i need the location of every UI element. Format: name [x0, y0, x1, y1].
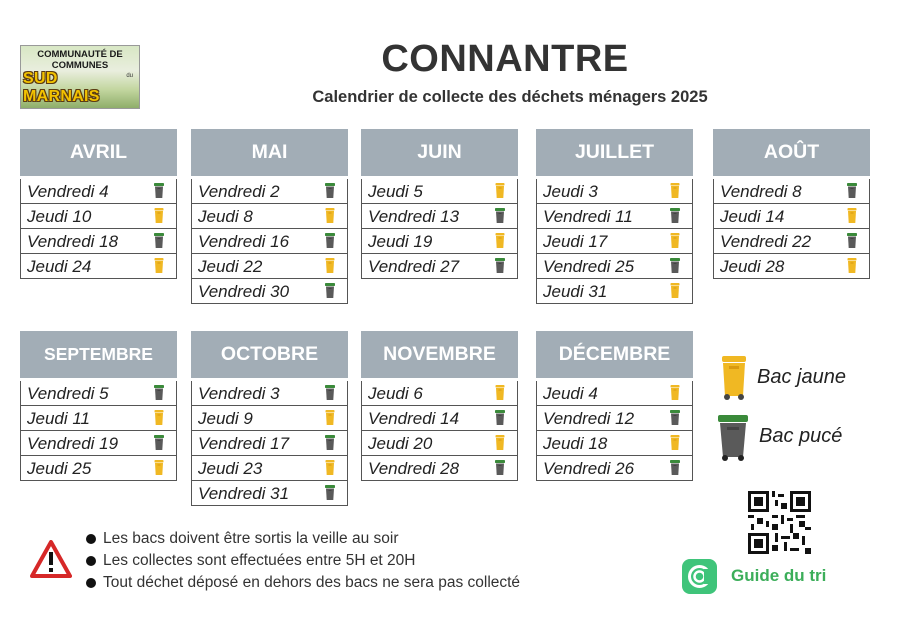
collection-day-label: Jeudi 9: [198, 409, 253, 428]
collection-day-row: [20, 431, 177, 456]
month-header: DÉCEMBRE: [536, 331, 693, 378]
collection-day-label: Vendredi 16: [198, 232, 290, 251]
collection-day-row: [713, 179, 870, 204]
collection-day-row: [20, 381, 177, 406]
collection-day-row: [361, 204, 518, 229]
collection-day-label: Vendredi 17: [198, 434, 290, 453]
collection-day-row: [191, 431, 348, 456]
collection-day-row: [20, 229, 177, 254]
yellow-bin-icon: [670, 183, 680, 199]
yellow-bin-icon: [325, 410, 335, 426]
yellow-bin-icon: [325, 258, 335, 274]
collection-day-row: [361, 229, 518, 254]
collection-day-label: Vendredi 3: [198, 384, 280, 403]
collection-day-label: Jeudi 4: [543, 384, 598, 403]
page-title: CONNANTRE: [381, 38, 629, 80]
month-header: MAI: [191, 129, 348, 176]
collection-day-row: [20, 204, 177, 229]
grey-bin-icon: [495, 208, 505, 224]
collection-day-row: [191, 406, 348, 431]
collection-day-row: [191, 456, 348, 481]
collection-day-label: Jeudi 18: [543, 434, 608, 453]
collection-day-label: Jeudi 11: [27, 409, 91, 428]
yellow-bin-icon: [325, 460, 335, 476]
collection-day-row: [361, 456, 518, 481]
grey-bin-icon: [154, 385, 164, 401]
collection-day-label: Jeudi 6: [368, 384, 423, 403]
collection-day-row: [361, 406, 518, 431]
qr-code: [748, 491, 811, 554]
month-mai: [191, 129, 348, 304]
month-avril: [20, 129, 177, 279]
collection-day-label: Jeudi 10: [27, 207, 92, 226]
collection-day-label: Vendredi 8: [720, 182, 802, 201]
yellow-bin-icon: [670, 385, 680, 401]
collection-day-row: [361, 179, 518, 204]
collection-day-row: [191, 229, 348, 254]
grey-bin-icon: [154, 183, 164, 199]
warning-icon: [30, 540, 72, 578]
collection-day-label: Vendredi 19: [27, 434, 119, 453]
note-item: Tout déchet déposé en dehors des bacs ne sera pas collecté: [86, 572, 520, 594]
collection-day-row: [536, 406, 693, 431]
grey-bin-icon: [325, 435, 335, 451]
month-header: NOVEMBRE: [361, 331, 518, 378]
collection-day-row: [191, 204, 348, 229]
collection-day-label: Vendredi 30: [198, 282, 290, 301]
collection-day-row: [536, 204, 693, 229]
collection-day-label: Jeudi 25: [27, 459, 92, 478]
yellow-bin-icon: [495, 435, 505, 451]
month-header: SEPTEMBRE: [20, 331, 177, 378]
note-item: Les bacs doivent être sortis la veille au soir: [86, 528, 520, 550]
collection-day-label: Vendredi 2: [198, 182, 280, 201]
collection-day-row: [20, 179, 177, 204]
collection-day-label: Vendredi 28: [368, 459, 460, 478]
month-septembre: [20, 331, 177, 481]
yellow-bin-icon: [495, 233, 505, 249]
collection-day-row: [713, 204, 870, 229]
grey-bin-icon: [154, 435, 164, 451]
month-header: AVRIL: [20, 129, 177, 176]
grey-bin-icon: [325, 485, 335, 501]
grey-bin-icon: [325, 283, 335, 299]
collection-day-label: Vendredi 5: [27, 384, 109, 403]
yellow-bin-icon: [847, 258, 857, 274]
collection-day-label: Jeudi 3: [543, 182, 598, 201]
month-aout: [713, 129, 870, 279]
collection-day-label: Jeudi 22: [198, 257, 263, 276]
page-subtitle: Calendrier de collecte des déchets ménagers 2025: [312, 88, 708, 106]
yellow-bin-icon: [847, 208, 857, 224]
grey-bin-icon: [325, 233, 335, 249]
grey-bin-icon: [154, 233, 164, 249]
collection-day-label: Jeudi 17: [543, 232, 608, 251]
logo-line-3: du: [126, 73, 133, 79]
yellow-bin-icon: [154, 460, 164, 476]
logo-line-1: COMMUNAUTÉ DE: [37, 49, 123, 60]
grey-bin-icon: [717, 415, 749, 461]
notes-list: [86, 528, 520, 594]
yellow-bin-icon: [154, 208, 164, 224]
community-logo: [20, 45, 140, 109]
yellow-bin-icon: [154, 410, 164, 426]
month-novembre: [361, 331, 518, 481]
guide-du-tri-app-icon[interactable]: [682, 559, 717, 594]
collection-day-row: [191, 179, 348, 204]
collection-day-row: [536, 229, 693, 254]
collection-day-label: Vendredi 31: [198, 484, 290, 503]
collection-day-label: Jeudi 24: [27, 257, 92, 276]
collection-day-label: Jeudi 19: [368, 232, 433, 251]
collection-day-row: [536, 254, 693, 279]
collection-day-label: Vendredi 11: [543, 207, 633, 226]
collection-day-row: [361, 381, 518, 406]
yellow-bin-icon: [670, 435, 680, 451]
legend-yellow-label: Bac jaune: [757, 366, 846, 388]
collection-day-row: [361, 431, 518, 456]
grey-bin-icon: [847, 183, 857, 199]
yellow-bin-icon: [670, 233, 680, 249]
collection-day-row: [536, 381, 693, 406]
collection-day-label: Vendredi 12: [543, 409, 635, 428]
grey-bin-icon: [495, 460, 505, 476]
collection-day-row: [536, 431, 693, 456]
collection-day-row: [20, 254, 177, 279]
grey-bin-icon: [325, 385, 335, 401]
collection-day-row: [20, 406, 177, 431]
collection-day-row: [191, 381, 348, 406]
yellow-bin-icon: [670, 283, 680, 299]
yellow-bin-icon: [325, 208, 335, 224]
yellow-bin-icon: [720, 356, 748, 400]
collection-day-row: [713, 229, 870, 254]
collection-day-label: Vendredi 22: [720, 232, 812, 251]
grey-bin-icon: [670, 410, 680, 426]
collection-day-row: [191, 254, 348, 279]
month-decembre: [536, 331, 693, 481]
collection-day-label: Jeudi 31: [543, 282, 608, 301]
yellow-bin-icon: [154, 258, 164, 274]
collection-day-row: [536, 279, 693, 304]
collection-day-row: [20, 456, 177, 481]
collection-day-label: Jeudi 14: [720, 207, 785, 226]
month-octobre: [191, 331, 348, 506]
collection-day-row: [191, 481, 348, 506]
month-juillet: [536, 129, 693, 304]
collection-day-label: Vendredi 13: [368, 207, 460, 226]
note-item: Les collectes sont effectuées entre 5H et 20H: [86, 550, 520, 572]
collection-day-row: [536, 179, 693, 204]
yellow-bin-icon: [495, 385, 505, 401]
month-juin: [361, 129, 518, 279]
grey-bin-icon: [670, 208, 680, 224]
grey-bin-icon: [325, 183, 335, 199]
grey-bin-icon: [495, 258, 505, 274]
collection-day-row: [713, 254, 870, 279]
grey-bin-icon: [495, 410, 505, 426]
collection-day-label: Jeudi 8: [198, 207, 253, 226]
grey-bin-icon: [670, 258, 680, 274]
collection-day-label: Vendredi 27: [368, 257, 460, 276]
logo-line-4: SUD MARNAIS: [23, 70, 100, 105]
yellow-bin-icon: [495, 183, 505, 199]
grey-bin-icon: [847, 233, 857, 249]
guide-du-tri-label[interactable]: Guide du tri: [731, 566, 827, 585]
collection-day-label: Vendredi 4: [27, 182, 109, 201]
collection-day-label: Jeudi 28: [720, 257, 785, 276]
logo-line-2: COMMUNES: [51, 60, 109, 71]
collection-day-label: Vendredi 25: [543, 257, 635, 276]
collection-day-row: [536, 456, 693, 481]
collection-day-label: Vendredi 14: [368, 409, 460, 428]
collection-day-row: [361, 254, 518, 279]
month-header: OCTOBRE: [191, 331, 348, 378]
collection-day-label: Jeudi 5: [368, 182, 423, 201]
grey-bin-icon: [670, 460, 680, 476]
collection-day-label: Jeudi 23: [198, 459, 263, 478]
legend-grey-label: Bac pucé: [759, 425, 843, 447]
month-header: JUIN: [361, 129, 518, 176]
collection-day-label: Vendredi 18: [27, 232, 119, 251]
collection-day-label: Jeudi 20: [368, 434, 433, 453]
collection-day-label: Vendredi 26: [543, 459, 635, 478]
month-header: JUILLET: [536, 129, 693, 176]
month-header: AOÛT: [713, 129, 870, 176]
collection-day-row: [191, 279, 348, 304]
